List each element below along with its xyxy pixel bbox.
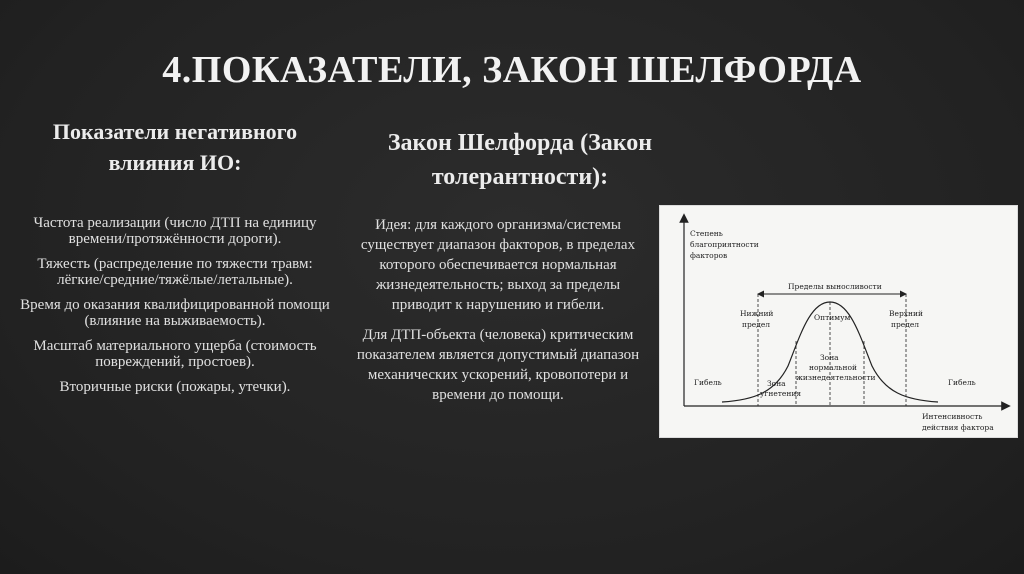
indicators-list — [20, 215, 330, 404]
indicator-frequency: Частота реализации (число ДТП на единицу времени/протяжённости дороги). — [33, 215, 317, 247]
indicator-secondary-risks: Вторичные риски (пожары, утечки). — [59, 379, 291, 395]
lower-limit-label: Нижний предел — [740, 309, 774, 329]
right-heading: Закон Шелфорда (Закон толерантности): — [387, 130, 653, 190]
y-axis-label: Степень благоприятности факторов — [690, 229, 759, 260]
indicator-severity: Тяжесть (распределение по тяжести травм: лёгкие/средние/тяжёлые/летальные). — [37, 256, 313, 288]
shelford-dtp: Для ДТП-объекта (человека) критическим показателем является допустимый диапазон механических ускорений, кровопотери и времени до помощи. — [356, 327, 640, 403]
upper-limit-label: Верхний предел — [889, 309, 923, 329]
x-axis-label: Интенсивность действия фактора — [922, 412, 994, 432]
normal-zone-label: Зона нормальной жизнедеятельности — [796, 353, 876, 382]
tolerance-diagram-svg — [660, 206, 1017, 437]
slide-title: 4.ПОКАЗАТЕЛИ, ЗАКОН ШЕЛФОРДА — [162, 49, 862, 91]
indicator-damage: Масштаб материального ущерба (стоимость повреждений, простоев). — [33, 338, 317, 370]
tolerance-diagram — [659, 205, 1018, 438]
death-right-label: Гибель — [948, 378, 976, 387]
oppression-zone-label: Зона угнетения — [760, 379, 802, 398]
shelford-idea: Идея: для каждого организма/системы существует диапазон факторов, в пределах которого обеспечивается нормальная жизнедеятельность; выход за пределы приводит к нарушению и гибели. — [360, 217, 636, 313]
endurance-label: Пределы выносливости — [788, 282, 882, 291]
death-left-label: Гибель — [694, 378, 722, 387]
left-heading: Показатели негативного влияния ИО: — [52, 119, 298, 175]
indicator-help-time: Время до оказания квалифицированной помощи (влияние на выживаемость). — [20, 297, 330, 329]
optimum-label: Оптимум — [814, 313, 851, 322]
shelford-text — [348, 215, 648, 415]
